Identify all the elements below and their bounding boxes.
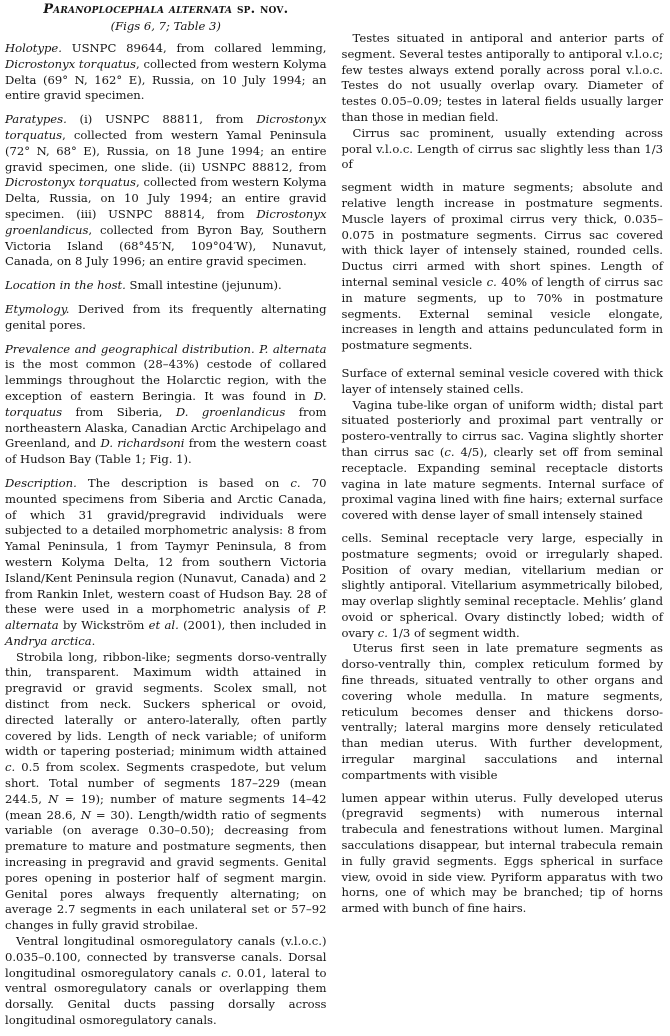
location-in-host-paragraph: Location in the host. Small intestine (jejunum).	[5, 278, 282, 293]
prevalence-paragraph: Prevalence and geographical distribution. P. alternata is the most common (28–43%) cestode of collared lemmings throughout the Holarctic region, with the exception of eastern Beringia. It was found in D. torquatus from Siberia, D. groenlandicus from northeastern Alaska, Canadian Arctic Archipelago and Greenland, and D. richardsoni from the western coast of Hudson Bay (Table 1; Fig. 1).	[5, 341, 327, 467]
right-column	[342, 2, 664, 1036]
paratypes-paragraph: Paratypes. (i) USNPC 88811, from Dicrostonyx torquatus, collected from western Yamal Peninsula (72° N, 68° E), Russia, on 18 June 1994; an entire gravid specimen, one slide. (ii) USNPC 88812, from Dicrostonyx torquatus, collected from western Kolyma Delta, Russia, on 10 July 1994; an entire gravid specimen. (iii) USNPC 88814, from Dicrostonyx groenlandicus, collected from Byron Bay, Southern Victoria Island (68°45′N, 109°04′W), Nunavut, Canada, on 8 July 1996; an entire gravid specimen.	[5, 112, 327, 269]
figs-table-reference: (Figs 6, 7; Table 3)	[110, 19, 221, 33]
strobila-paragraph: Strobila long, ribbon-like; segments dorso-ventrally thin, transparent. Maximum width attained in pregravid or gravid segments. Scolex small, not distinct from neck. Suckers spherical or ovoid, directed laterally or antero-laterally, often partly covered by lids. Length of neck variable; of uniform width or tapering posteriad; minimum width attained c. 0.5 from scolex. Segments craspedote, but velum short. Total number of segments 187–229 (mean 244.5, N = 19); number of mature segments 14–42 (mean 28.6, N = 30). Length/width ratio of segments variable (on average 0.30–0.50); decreasing from premature to mature and postmature segments, then increasing in pregravid and gravid segments. Genital pores opening in posterior half of segment margin. Genital pores always frequently alternating; on average 2.7 segments in each unilateral set or 57–92 changes in fully gravid strobilae.	[5, 649, 327, 933]
uterus-paragraph-part1: Uterus first seen in late premature segments as dorso-ventrally thin, complex reticulum formed by fine threads, situated ventrally to other organs and covering whole medulla. In mature segments, reticulum becomes denser and thickens dorso-ventrally; lateral margins more densely reticulated than median uterus. With further development, irregular marginal sacculations and internal compartments with visible	[341, 641, 663, 782]
left-column	[5, 2, 327, 1036]
article-title: Paranoplocephala alternata sp. nov.	[43, 2, 289, 17]
right-column-text	[342, 31, 664, 917]
etymology-paragraph: Etymology. Derived from its frequently alternating genital pores.	[5, 301, 327, 332]
cirrus-sac-paragraph-part1: Cirrus sac prominent, usually extending across poral v.l.o.c. Length of cirrus sac slightly less than 1/3 of	[341, 125, 663, 172]
osmoregulatory-canals-paragraph: Ventral longitudinal osmoregulatory canals (v.l.o.c.) 0.035–0.100, connected by transverse canals. Dorsal longitudinal osmoregulatory canals c. 0.01, lateral to ventral osmoregulatory canals or overlapping them dorsally. Genital ducts passing dorsally across longitudinal osmoregulatory canals.	[5, 934, 327, 1028]
uterus-paragraph-part2: lumen appear within uterus. Fully developed uterus (pregravid segments) with numerous internal trabecula and fenestrations without lumen. Marginal sacculations disappear, but internal trabecula remain in fully gravid segments. Eggs spherical in surface view, ovoid in side view. Pyriform apparatus with two horns, one of which may be branched; tip of horns armed with bunch of fine hairs.	[341, 790, 663, 916]
holotype-paragraph: Holotype. USNPC 89644, from collared lemming, Dicrostonyx torquatus, collected from western Kolyma Delta (69° N, 162° E), Russia, on 10 July 1994; an entire gravid specimen.	[5, 41, 327, 103]
external-seminal-vesicle-surface-paragraph: Surface of external seminal vesicle covered with thick layer of intensely stained cells.	[341, 365, 663, 396]
testes-paragraph: Testes situated in antiporal and anterior parts of segment. Several testes antiporally to antiporal v.l.o.c; few testes always extend porally across poral v.l.o.c. Testes do not usually overlap ovary. Diameter of testes 0.05–0.09; testes in lateral fields usually larger than those in median field.	[341, 31, 663, 124]
cirrus-sac-paragraph-part2: segment width in mature segments; absolute and relative length increase in postmature segments. Muscle layers of proximal cirrus very thick, 0.035–0.075 in postmature segments. Cirrus sac covered with thick layer of intensely stained, rounded cells. Ductus cirri armed with short spines. Length of internal seminal vesicle c. 40% of length of cirrus sac in mature segments, up to 70% in postmature segments. External seminal vesicle elongate, increases in length and attains pedunculated form in postmature segments.	[341, 180, 663, 353]
left-column-text	[5, 41, 327, 1029]
vagina-paragraph-part1: Vagina tube-like organ of uniform width; distal part situated posteriorly and proximal part ventrally or postero-ventrally to cirrus sac. Vagina slightly shorter than cirrus sac (c. 4/5), clearly set off from seminal receptacle. Expanding seminal receptacle distorts vagina in late mature segments. Internal surface of proximal vagina lined with fine hairs; external surface covered with dense layer of small intensely stained	[341, 397, 663, 523]
vagina-paragraph-part2: cells. Seminal receptacle very large, especially in postmature segments; ovoid or irregularly shaped. Position of ovary median, vitellarium median or slightly antiporal. Vitellarium asymmetrically bilobed, may overlap slightly seminal receptacle. Mehlis’ gland ovoid or spherical. Ovary distinctly lobed; width of ovary c. 1/3 of segment width.	[341, 530, 663, 640]
description-paragraph: Description. The description is based on c. 70 mounted specimens from Siberia and Arctic Canada, of which 31 gravid/pregravid individuals were subjected to a detailed morphometric analysis: 8 from Yamal Peninsula, 1 from Taymyr Peninsula, 8 from western Kolyma Delta, 12 from southern Victoria Island/Kent Peninsula region (Nunavut, Canada) and 2 from Rankin Inlet, western coast of Hudson Bay. 28 of these were used in a morphometric analysis of P. alternata by Wickström et al. (2001), then included in Andrya arctica.	[5, 475, 327, 648]
